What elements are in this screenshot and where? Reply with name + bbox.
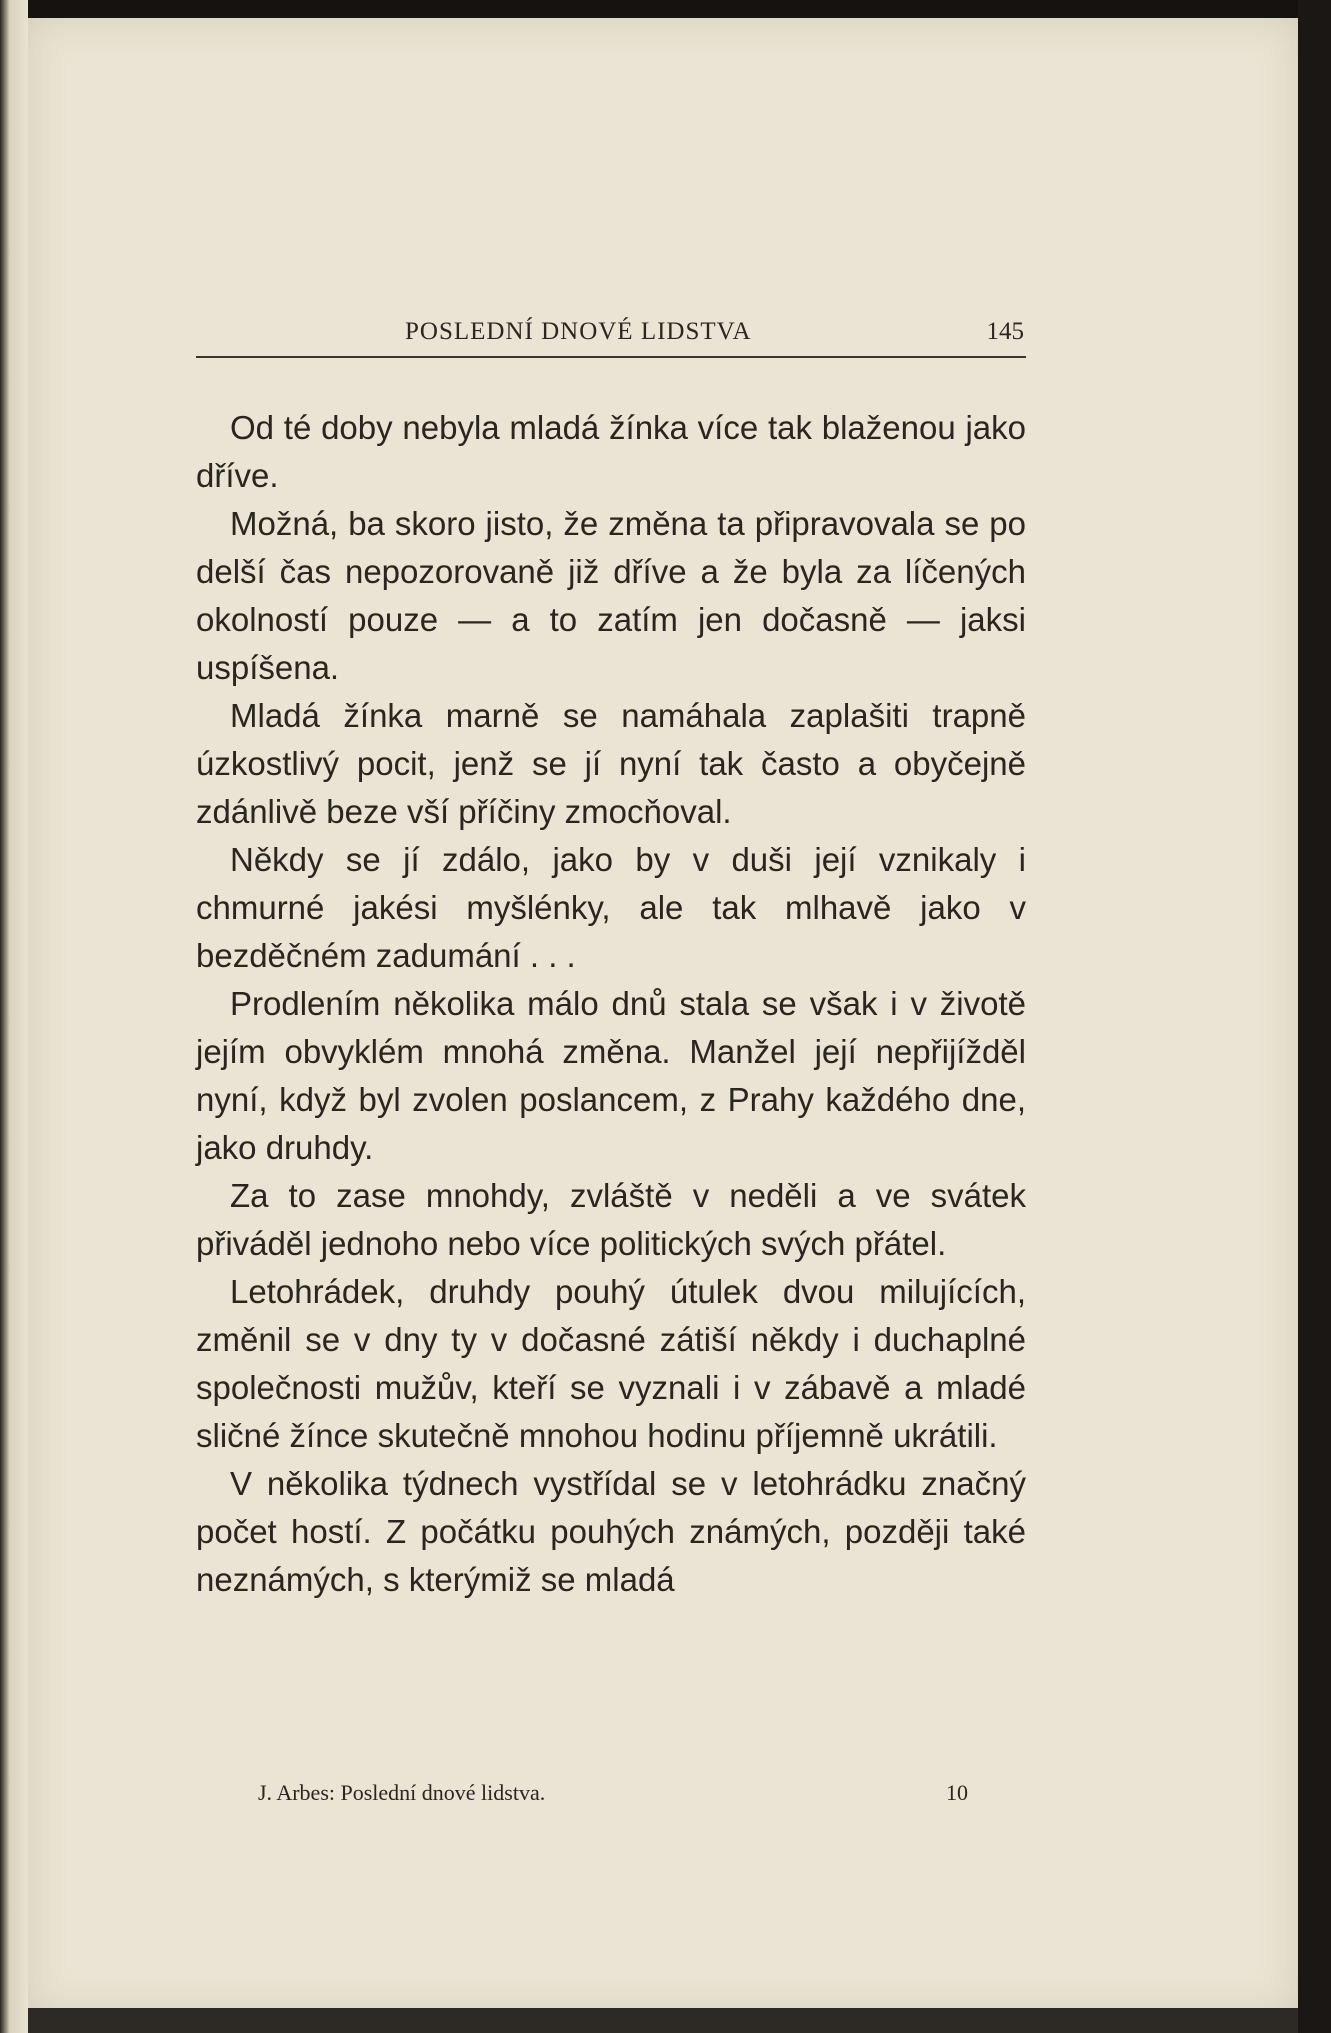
paragraph: Někdy se jí zdálo, jako by v duši její vznikaly i chmurné jakési myšlénky, ale tak mlhavě jako v bezděčném zadumání . . . bbox=[196, 841, 1026, 974]
page-footer bbox=[258, 1780, 1018, 1810]
page-header bbox=[200, 318, 1030, 352]
sheet-number: 10 bbox=[946, 1780, 968, 1805]
paragraph: Možná, ba skoro jisto, že změna ta připravovala se po delší čas nepozorovaně již dříve a že byla za líčených okolností pouze — a to zatím jen dočasně — jaksi uspíšena. bbox=[196, 505, 1026, 686]
header-rule bbox=[196, 356, 1026, 358]
signature-line: J. Arbes: Poslední dnové lidstva. bbox=[258, 1780, 546, 1805]
paragraph: V několika týdnech vystřídal se v letohrádku značný počet hostí. Z počátku pouhých známých, později také neznámých, s kterýmiž se mladá bbox=[196, 1465, 1026, 1598]
paragraph: Za to zase mnohdy, zvláště v neděli a ve svátek přiváděl jednoho nebo více politických svých přátel. bbox=[196, 1177, 1026, 1262]
body-text bbox=[196, 404, 1026, 1604]
page-bottom-edge bbox=[28, 2008, 1298, 2033]
page-number: 145 bbox=[986, 318, 1024, 345]
paragraph: Mladá žínka marně se namáhala zaplašiti trapně úzkostlivý pocit, jenž se jí nyní tak často a obyčejně zdánlivě beze vší příčiny zmocňoval. bbox=[196, 697, 1026, 830]
running-title: POSLEDNÍ DNOVÉ LIDSTVA bbox=[405, 318, 752, 345]
paragraph: Letohrádek, druhdy pouhý útulek dvou milujících, změnil se v dny ty v dočasné zátiší někdy i duchaplné společnosti mužův, kteří se vyznali i v zábavě a mladé sličné žínce skutečně mnohou hodinu příjemně ukrátili. bbox=[196, 1273, 1026, 1454]
book-spine-edge bbox=[0, 0, 28, 2033]
page-right-edge bbox=[1298, 0, 1331, 2033]
paragraph: Prodlením několika málo dnů stala se však i v životě jejím obvyklém mnohá změna. Manžel její nepřijížděl nyní, když byl zvolen poslancem, z Prahy každého dne, jako druhdy. bbox=[196, 985, 1026, 1166]
paragraph: Od té doby nebyla mladá žínka více tak blaženou jako dříve. bbox=[196, 409, 1026, 494]
